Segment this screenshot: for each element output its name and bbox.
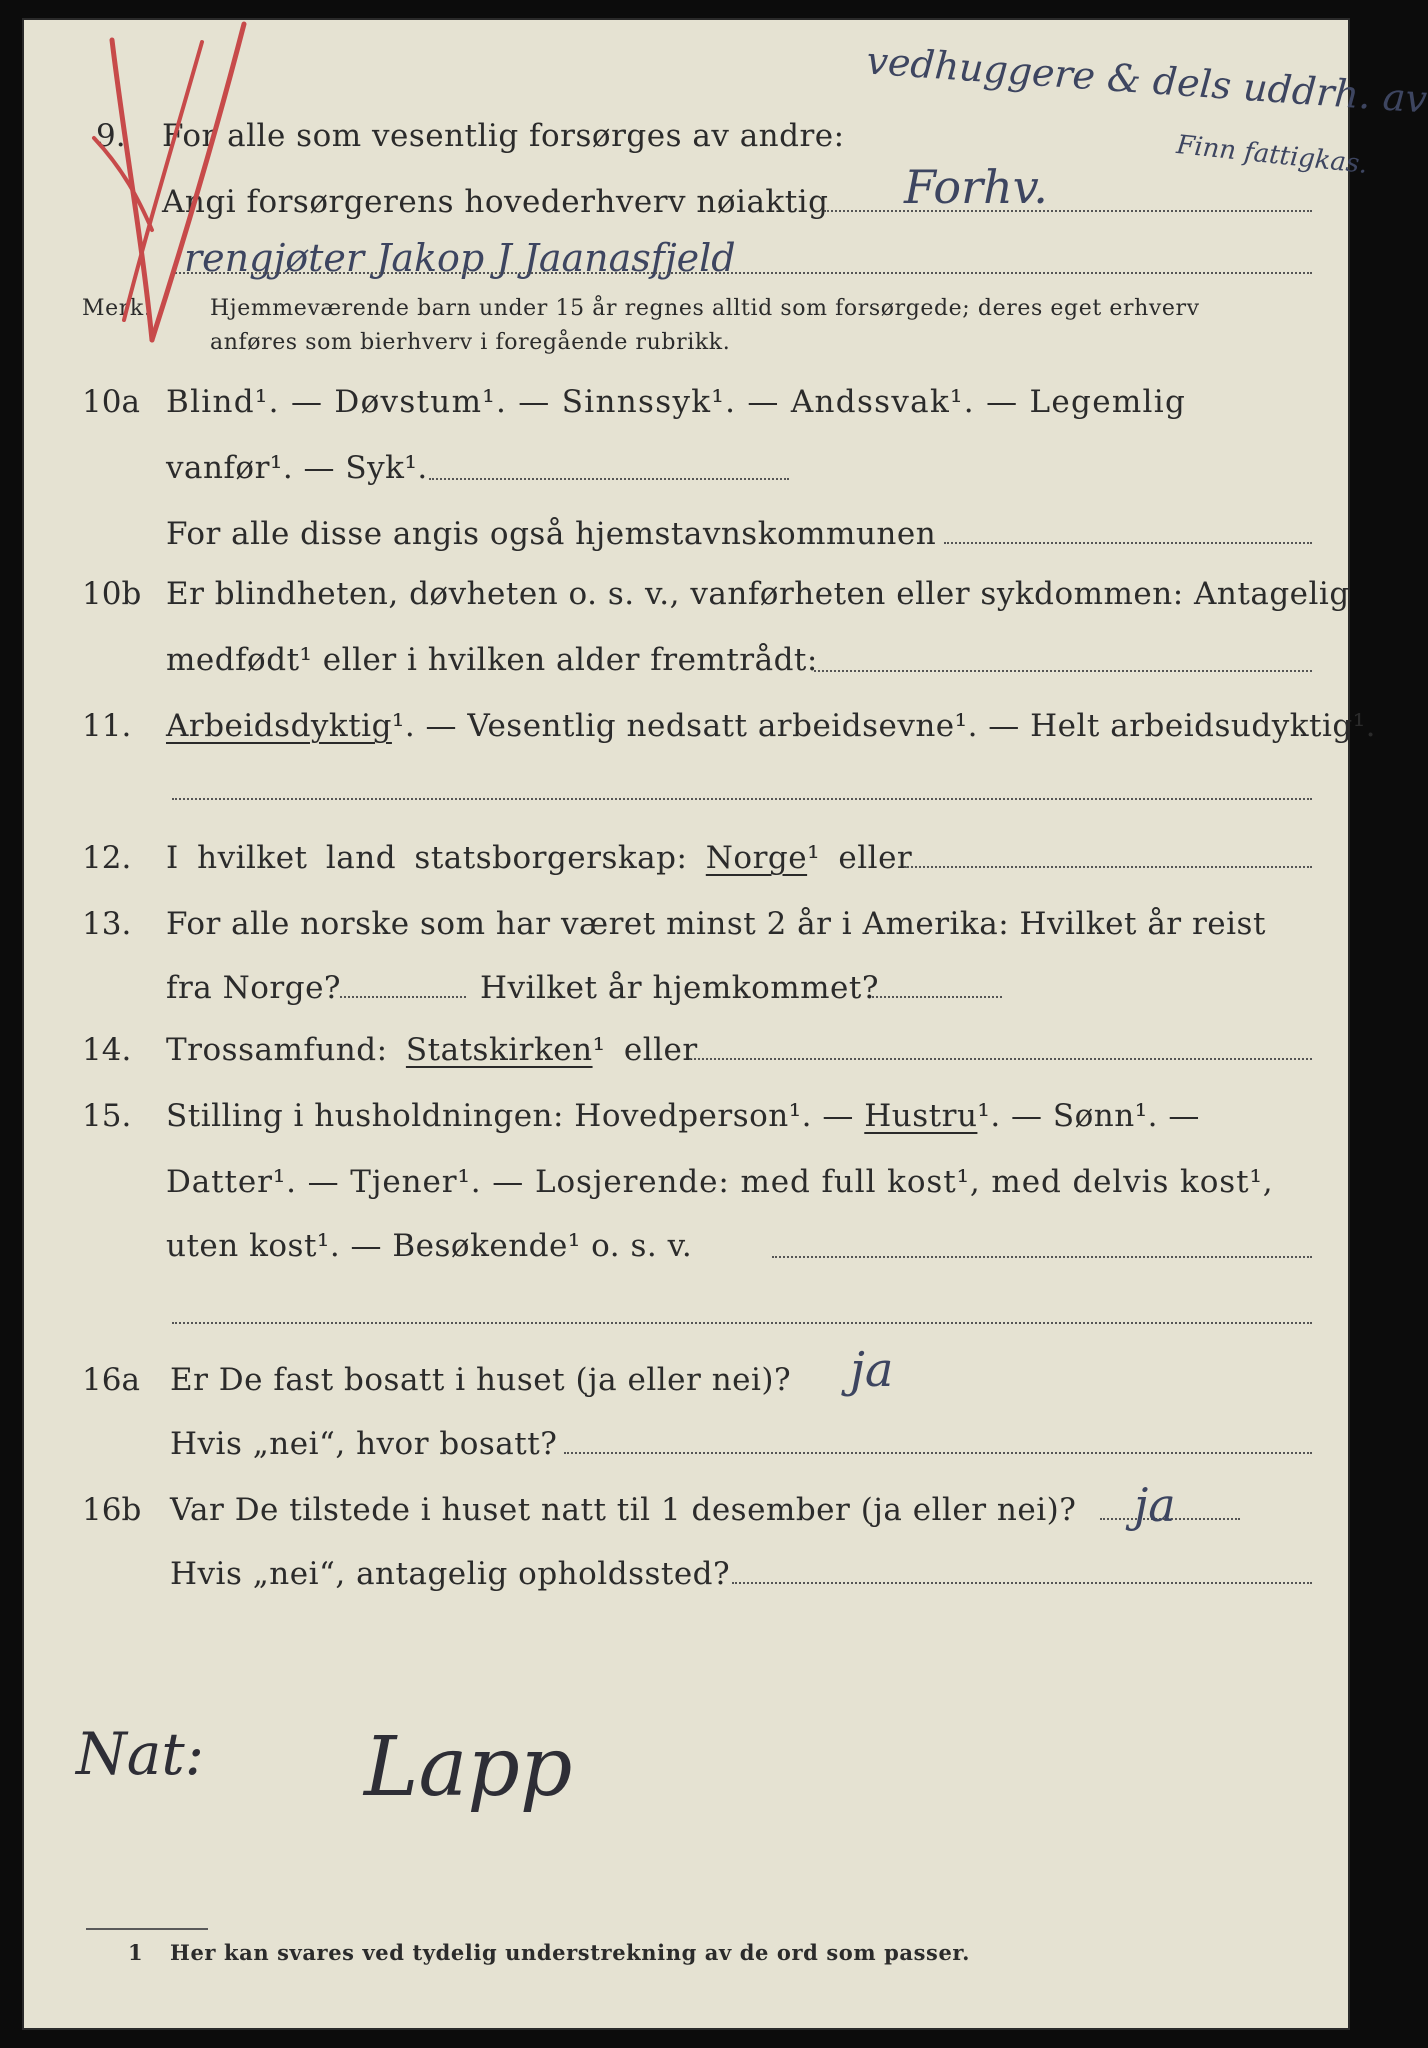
q13-part-b: Hvilket år hjemkommet?	[480, 970, 879, 1006]
q15-line3: uten kost¹. — Besøkende¹ o. s. v.	[166, 1228, 693, 1264]
footnote-text: Her kan svares ved tydelig understrekning av de ord som passer.	[170, 1940, 971, 1965]
q10b-line2: medfødt¹ eller i hvilken alder fremtrådt:	[166, 642, 818, 678]
red-check-stroke-right	[152, 24, 244, 340]
q9-number: 9.	[96, 118, 126, 154]
q16a-line2: Hvis „nei“, hvor bosatt?	[170, 1426, 558, 1462]
q9-handwritten-side: Finn fattigkas.	[1174, 130, 1369, 180]
nat-value-handwritten: Lapp	[364, 1720, 573, 1815]
footnote-mark: 1	[128, 1940, 144, 1965]
q15-line2: Datter¹. — Tjener¹. — Losjerende: med full kost¹, med delvis kost¹,	[166, 1164, 1274, 1200]
q16a-handwritten-answer: ja	[850, 1342, 894, 1398]
q10b-line1: Er blindheten, døvheten o. s. v., vanførheten eller sykdommen: Antagelig	[166, 576, 1350, 612]
q12-number: 12.	[82, 840, 132, 876]
q14-number: 14.	[82, 1032, 132, 1068]
q15-underlined-choice: Hustru	[864, 1098, 978, 1134]
q14-before: Trossamfund:	[166, 1032, 388, 1068]
q13-line1: For alle norske som har været minst 2 år i Amerika: Hvilket år reist	[166, 906, 1266, 942]
q12-after: ¹ eller	[807, 840, 913, 876]
q10b-number: 10b	[82, 576, 142, 612]
q16b-number: 16b	[82, 1492, 142, 1528]
q16b-handwritten-answer: ja	[1134, 1478, 1176, 1532]
q11-rest: ¹. — Vesentlig nedsatt arbeidsevne¹. — Helt arbeidsudyktig¹.	[391, 708, 1377, 744]
q10a-line2: vanfør¹. — Syk¹.	[166, 450, 428, 486]
q16a-number: 16a	[82, 1362, 140, 1398]
q15-number: 15.	[82, 1098, 132, 1134]
q10a-line1: Blind¹. — Døvstum¹. — Sinnssyk¹. — Andssvak¹. — Legemlig	[166, 384, 1187, 420]
q15-after: ¹. — Sønn¹. —	[977, 1098, 1200, 1134]
q11-underlined-choice: Arbeidsdyktig	[166, 708, 392, 744]
q9-handwritten-answer: Forhv.	[904, 160, 1048, 214]
q12-underlined-choice: Norge	[705, 840, 808, 876]
q13-number: 13.	[82, 906, 132, 942]
red-cross-stroke	[124, 42, 202, 320]
q13-part-a: fra Norge?	[166, 970, 342, 1006]
q12-before: I hvilket land statsborgerskap:	[166, 840, 688, 876]
q9-line2: Angi forsørgerens hovederhverv nøiaktig	[162, 184, 829, 220]
q14-after: ¹ eller	[592, 1032, 698, 1068]
q15-before: Stilling i husholdningen: Hovedperson¹. —	[166, 1098, 854, 1134]
census-form-page	[22, 18, 1428, 2030]
q9-handwritten-line3: rengjøter Jakop J Jaanasfjeld	[184, 236, 736, 280]
q10a-number: 10a	[82, 384, 140, 420]
q11-number: 11.	[82, 708, 132, 744]
q14-underlined-choice: Statskirken	[405, 1032, 593, 1068]
nat-label-handwritten: Nat:	[76, 1720, 205, 1788]
merk-label: Merk:	[82, 296, 152, 321]
merk-line1: Hjemmeværende barn under 15 år regnes alltid som forsørgede; deres eget erhverv	[210, 296, 1200, 321]
q10a-line3: For alle disse angis også hjemstavnskommunen	[166, 516, 937, 552]
q16a-line1: Er De fast bosatt i huset (ja eller nei)?	[170, 1362, 792, 1398]
q16b-line2: Hvis „nei“, antagelig opholdssted?	[170, 1556, 731, 1592]
red-cross-stroke-2	[94, 138, 152, 230]
q9-line1: For alle som vesentlig forsørges av andre:	[162, 118, 845, 154]
q16b-line1: Var De tilstede i huset natt til 1 desember (ja eller nei)?	[170, 1492, 1077, 1528]
red-pencil-strike-marks	[24, 20, 1352, 2032]
merk-line2: anføres som bierhverv i foregående rubrikk.	[210, 330, 731, 355]
q9-handwritten-top: vedhuggere & dels uddrh. av	[865, 38, 1428, 122]
